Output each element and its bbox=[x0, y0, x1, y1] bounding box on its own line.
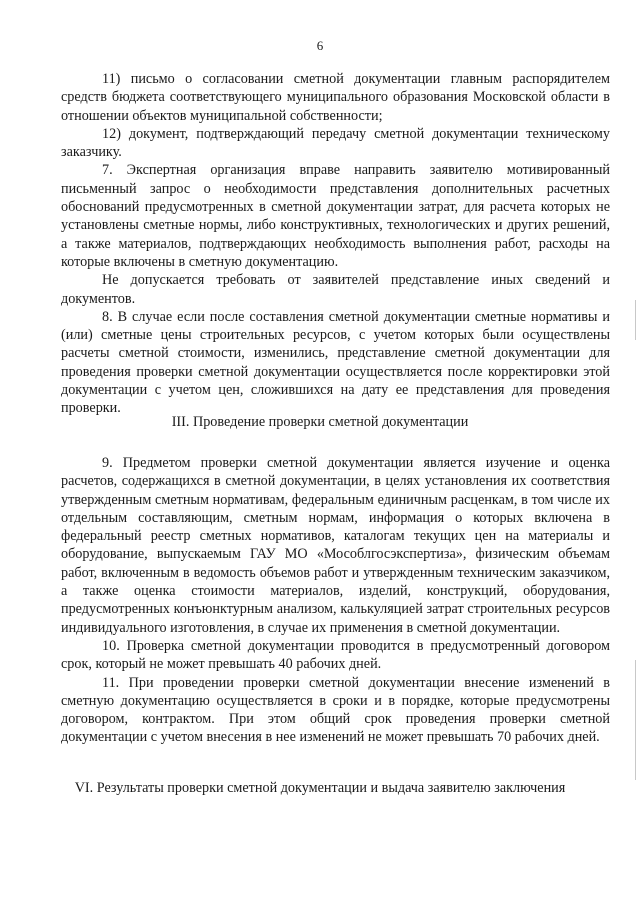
text-block-top bbox=[61, 70, 610, 418]
paragraph-11: 11. При проведении проверки сметной документации внесение изменений в сметную документацию осуществляется в сроки и в порядке, которые предусмотрены договором, контрактом. При этом общий срок проведения проверки сметной документации с учетом внесения в нее изменений не может превышать 70 рабочих дней. bbox=[61, 674, 610, 746]
paragraph-9: 9. Предметом проверки сметной документации является изучение и оценка расчетов, содержащихся в сметной документации, в целях установления их соответствия утвержденным сметным нормативам, федеральным единичным расценкам, в том числе их отдельным составляющим, сметным нормам, информация о которых включена в федеральный реестр сметных нормативов, каталогам текущих цен на материалы и оборудование, выпускаемым ГАУ МО «Мособлгосэкспертиза», физическим объемам работ, включенным в ведомость объемов работ и утвержденным техническим заказчиком, а также оценка стоимости материалов, изделий, конструкций, оборудования, предусмотренных конъюнктурным анализом, калькуляцией затрат строительных ресурсов индивидуального изготовления, в случае их применения в сметной документации. bbox=[61, 455, 610, 636]
paragraph-10: 10. Проверка сметной документации проводится в предусмотренный договором срок, который не может превышать 40 рабочих дней. bbox=[61, 637, 610, 673]
page-number: 6 bbox=[316, 38, 324, 53]
paragraph-7: 7. Экспертная организация вправе направить заявителю мотивированный письменный запрос о необходимости представления дополнительных расчетных обоснований предусмотренных в сметной документации затрат, для расчета которых не установлены сметные нормы, либо конструктивных, технологических и других решений, а также материалов, подтверждающих необходимость выполнения работ, расходы на которые включены в сметную документацию. bbox=[61, 162, 610, 270]
scan-edge-mark bbox=[635, 660, 636, 780]
section-heading-3: III. Проведение проверки сметной документации bbox=[171, 414, 469, 430]
paragraph-8: 8. В случае если после составления сметной документации сметные нормативы и (или) сметные цены строительных ресурсов, с учетом которых были осуществлены расчеты сметной стоимости, изменились, представление сметной документации для проведения проверки сметной документации осуществляется после корректировки этой документации с учетом цен, сложившихся на дату ее представления для проведения проверки. bbox=[61, 308, 610, 417]
scan-edge-mark bbox=[635, 300, 636, 340]
paragraph-item-12: 12) документ, подтверждающий передачу сметной документации техническому заказчику. bbox=[61, 125, 610, 161]
paragraph-item-11: 11) письмо о согласовании сметной документации главным распорядителем средств бюджета соответствующего муниципального образования Московской области в отношении объектов муниципальной собственности; bbox=[61, 71, 610, 124]
paragraph-7-note: Не допускается требовать от заявителей представление иных сведений и документов. bbox=[61, 272, 610, 307]
text-block-middle bbox=[61, 454, 610, 747]
section-heading-6: VI. Результаты проверки сметной документации и выдача заявителю заключения bbox=[74, 780, 566, 796]
